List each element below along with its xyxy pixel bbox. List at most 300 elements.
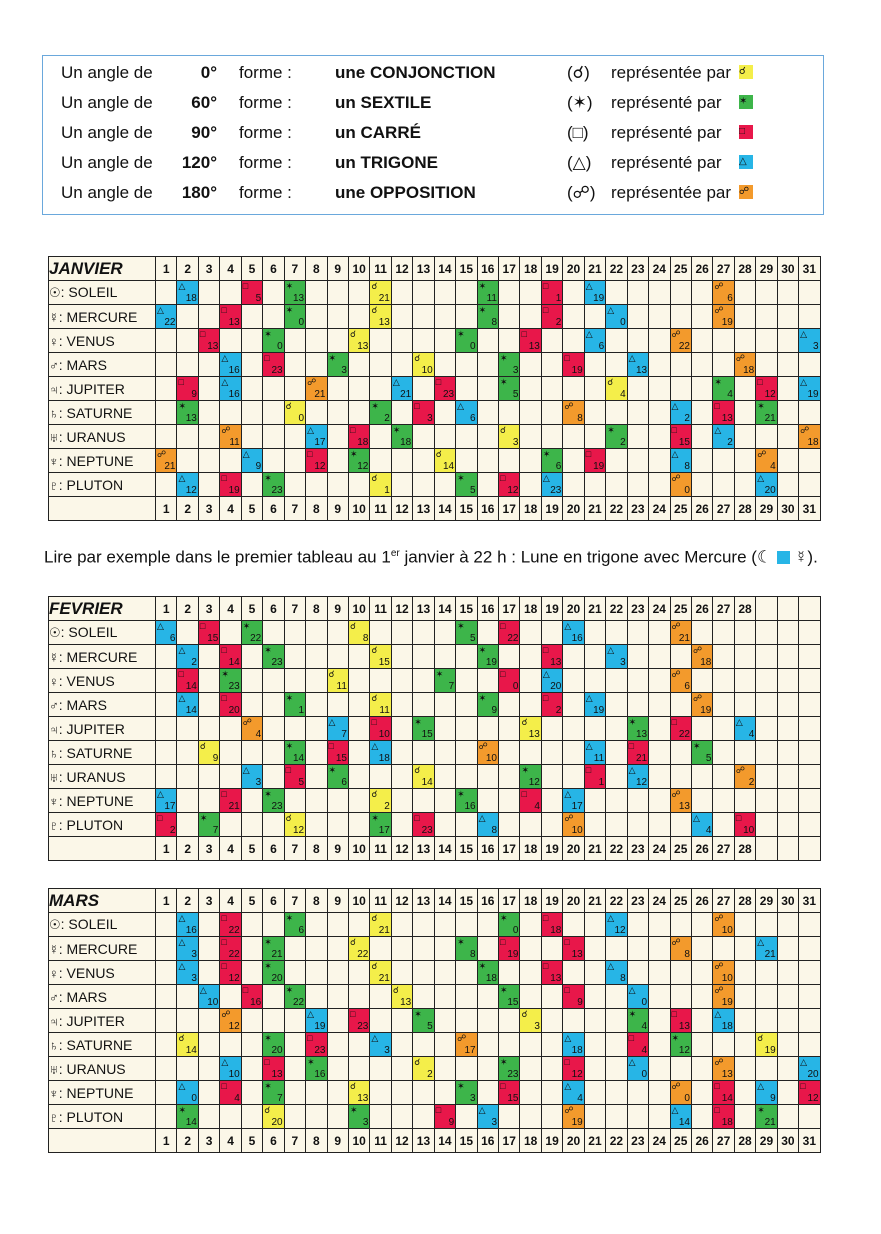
aspect-marker-sext	[263, 473, 283, 496]
day-cell	[649, 669, 670, 693]
day-cell	[198, 353, 219, 377]
aspect-glyph-icon: ☍	[671, 473, 681, 483]
aspect-hour: 14	[185, 681, 197, 692]
day-cell	[263, 329, 284, 353]
day-cell	[799, 621, 820, 645]
day-number: 7	[284, 1129, 305, 1153]
day-cell	[370, 937, 391, 961]
day-cell	[348, 1105, 369, 1129]
day-cell	[713, 449, 734, 473]
day-cell	[713, 305, 734, 329]
day-cell	[713, 669, 734, 693]
day-cell	[670, 937, 691, 961]
day-cell	[348, 669, 369, 693]
aspect-marker-conj	[520, 1009, 540, 1032]
day-cell	[263, 741, 284, 765]
day-cell	[434, 473, 455, 497]
aspect-marker-opp	[306, 377, 326, 400]
aspect-glyph-icon: □	[735, 813, 742, 823]
legend-represented: représentée par	[611, 183, 732, 202]
aspect-hour: 5	[512, 389, 519, 400]
day-cell	[799, 741, 820, 765]
day-number: 2	[177, 837, 198, 861]
aspect-marker-sext	[756, 1105, 776, 1128]
day-cell	[413, 913, 434, 937]
day-number: 14	[434, 1129, 455, 1153]
day-cell	[734, 985, 755, 1009]
aspect-hour: 4	[255, 729, 262, 740]
planet-row	[49, 473, 821, 497]
day-cell	[734, 813, 755, 837]
day-cell	[434, 1081, 455, 1105]
day-cell	[391, 401, 412, 425]
day-cell	[670, 449, 691, 473]
day-number: 10	[348, 889, 369, 913]
legend-symbol: (☍)	[567, 183, 596, 202]
aspect-hour: 22	[228, 949, 240, 960]
planet-label	[49, 1057, 156, 1081]
aspect-marker-opp	[735, 353, 755, 376]
day-cell	[198, 401, 219, 425]
day-cell	[177, 1033, 198, 1057]
aspect-hour: 22	[507, 633, 519, 644]
day-cell	[649, 425, 670, 449]
day-cell	[434, 669, 455, 693]
day-number: 12	[391, 837, 412, 861]
day-cell	[306, 789, 327, 813]
day-cell	[456, 669, 477, 693]
aspect-hour: 16	[464, 801, 476, 812]
day-cell	[327, 693, 348, 717]
aspect-marker-sext	[349, 1105, 369, 1128]
aspect-glyph-icon: △	[221, 1057, 229, 1067]
day-cell	[391, 1033, 412, 1057]
day-cell	[263, 789, 284, 813]
day-cell	[584, 1081, 605, 1105]
day-cell	[584, 789, 605, 813]
day-cell	[220, 473, 241, 497]
day-number	[799, 597, 820, 621]
aspect-marker-conj	[349, 621, 369, 644]
aspect-marker-trig	[177, 937, 197, 960]
day-cell	[734, 305, 755, 329]
aspect-hour: 4	[620, 389, 626, 400]
aspect-marker-opp	[671, 789, 691, 812]
day-number: 17	[499, 257, 520, 281]
aspect-hour: 14	[421, 777, 433, 788]
day-cell	[499, 1033, 520, 1057]
aspect-marker-trig	[563, 1081, 583, 1104]
day-cell	[434, 425, 455, 449]
note-sup: er	[390, 548, 400, 559]
day-cell	[670, 621, 691, 645]
aspect-glyph-icon: ☍	[692, 645, 703, 655]
aspect-hour: 19	[507, 949, 519, 960]
day-cell	[156, 1105, 177, 1129]
day-cell	[284, 353, 305, 377]
aspect-glyph-icon: △	[800, 329, 808, 339]
day-cell	[220, 741, 241, 765]
aspect-marker-sext	[456, 937, 476, 960]
day-number	[777, 837, 798, 861]
day-number: 14	[434, 497, 455, 521]
day-cell	[177, 937, 198, 961]
aspect-hour: 22	[164, 317, 176, 328]
day-cell	[413, 473, 434, 497]
day-cell	[477, 717, 498, 741]
aspect-marker-opp	[713, 281, 733, 304]
aspect-glyph-icon: □	[221, 645, 227, 655]
aspect-hour: 13	[635, 729, 648, 740]
sext-swatch-icon	[739, 95, 753, 109]
aspect-marker-opp	[713, 1057, 733, 1080]
day-number: 26	[691, 1129, 712, 1153]
day-cell	[627, 645, 648, 669]
aspect-hour: 21	[764, 413, 776, 424]
day-cell	[306, 693, 327, 717]
aspect-marker-sext	[285, 985, 305, 1008]
day-number: 29	[756, 257, 777, 281]
day-cell	[627, 1105, 648, 1129]
day-cell	[413, 1033, 434, 1057]
day-cell	[584, 961, 605, 985]
aspect-marker-trig	[392, 377, 412, 400]
aspect-glyph-icon: □	[521, 329, 527, 339]
aspect-glyph-icon: ☍	[457, 1033, 467, 1043]
aspect-marker-conj	[177, 1033, 197, 1056]
day-number: 9	[327, 889, 348, 913]
aspect-hour: 18	[743, 365, 755, 376]
planet-name: : URANUS	[58, 1060, 126, 1077]
day-cell	[563, 377, 584, 401]
day-cell	[563, 813, 584, 837]
day-cell	[306, 1105, 327, 1129]
day-number: 31	[799, 1129, 820, 1153]
day-number: 26	[691, 257, 712, 281]
aspect-marker-conj	[349, 329, 369, 352]
day-cell	[284, 401, 305, 425]
aspect-marker-opp	[220, 425, 240, 448]
day-cell	[413, 717, 434, 741]
day-number: 20	[563, 257, 584, 281]
day-number: 19	[541, 597, 562, 621]
planet-label	[49, 1009, 156, 1033]
day-cell	[177, 305, 198, 329]
aspect-marker-sext	[435, 669, 455, 692]
day-cell	[198, 693, 219, 717]
aspect-marker-carre	[156, 813, 176, 836]
aspect-glyph-icon: △	[178, 913, 186, 923]
aspect-marker-opp	[756, 449, 776, 472]
day-cell	[434, 449, 455, 473]
day-number: 5	[241, 1129, 262, 1153]
day-cell	[563, 305, 584, 329]
day-number: 3	[198, 597, 219, 621]
day-number: 9	[327, 1129, 348, 1153]
day-cell	[670, 717, 691, 741]
day-cell	[541, 741, 562, 765]
day-cell	[306, 281, 327, 305]
day-cell	[434, 1009, 455, 1033]
day-cell	[649, 985, 670, 1009]
day-cell	[413, 765, 434, 789]
aspect-hour: 17	[164, 801, 176, 812]
aspect-glyph-icon: ✶	[285, 305, 294, 315]
aspect-marker-carre	[220, 913, 240, 936]
day-cell	[177, 329, 198, 353]
day-cell	[241, 693, 262, 717]
planet-glyph-icon: ♇	[49, 1109, 59, 1125]
aspect-marker-carre	[499, 1081, 519, 1104]
day-cell	[220, 377, 241, 401]
aspect-glyph-icon: □	[628, 1033, 635, 1043]
aspect-glyph-icon: ✶	[500, 377, 508, 387]
planet-name: : JUPITER	[58, 380, 125, 397]
aspect-marker-sext	[263, 789, 283, 812]
aspect-hour: 3	[620, 657, 626, 668]
day-cell	[391, 813, 412, 837]
day-cell	[691, 741, 712, 765]
aspect-glyph-icon: □	[371, 717, 377, 727]
planet-glyph-icon: ♆	[49, 793, 59, 809]
day-number: 17	[499, 1129, 520, 1153]
aspect-marker-opp	[735, 765, 755, 788]
aspect-marker-carre	[220, 693, 240, 716]
day-cell	[563, 741, 584, 765]
legend-prefix: Un angle de	[61, 93, 153, 112]
day-cell	[306, 1081, 327, 1105]
aspect-glyph-icon: ☍	[307, 377, 317, 387]
day-cell	[220, 1057, 241, 1081]
day-cell	[348, 425, 369, 449]
day-cell	[606, 1105, 627, 1129]
day-cell	[306, 913, 327, 937]
aspect-glyph-icon: □	[628, 741, 635, 751]
aspect-glyph-icon: □	[800, 1081, 806, 1091]
day-number: 15	[456, 257, 477, 281]
day-cell	[456, 473, 477, 497]
day-number: 21	[584, 837, 605, 861]
aspect-hour: 15	[207, 633, 219, 644]
planet-glyph-icon: ♄	[49, 1037, 59, 1053]
legend-row-trig	[43, 151, 823, 175]
day-number: 1	[156, 257, 177, 281]
day-number: 8	[306, 497, 327, 521]
aspect-hour: 12	[571, 1069, 583, 1080]
aspect-hour: 22	[357, 949, 369, 960]
aspect-glyph-icon: ☍	[564, 401, 574, 411]
day-cell	[670, 425, 691, 449]
day-cell	[627, 717, 648, 741]
aspect-glyph-icon: □	[199, 329, 206, 339]
aspect-marker-sext	[413, 717, 433, 740]
aspect-glyph-icon: ✶	[371, 813, 379, 823]
day-cell	[434, 741, 455, 765]
day-cell	[499, 813, 520, 837]
day-number: 2	[177, 1129, 198, 1153]
aspect-glyph-icon: □	[264, 1057, 270, 1067]
planet-name: : JUPITER	[58, 720, 125, 737]
planet-glyph-icon: ♄	[49, 405, 59, 421]
aspect-marker-conj	[328, 669, 348, 692]
aspect-marker-opp	[156, 449, 176, 472]
aspect-hour: 4	[577, 1093, 583, 1104]
day-number: 28	[734, 497, 755, 521]
day-number: 29	[756, 497, 777, 521]
day-number: 31	[799, 889, 820, 913]
aspect-hour: 13	[550, 657, 562, 668]
day-cell	[263, 645, 284, 669]
aspect-marker-opp	[671, 621, 691, 644]
day-cell	[777, 1105, 798, 1129]
aspect-marker-opp	[799, 425, 819, 448]
day-cell	[499, 1081, 520, 1105]
aspect-hour: 16	[185, 925, 197, 936]
day-cell	[348, 1033, 369, 1057]
legend-row-sext	[43, 91, 823, 115]
day-cell	[734, 329, 755, 353]
aspect-hour: 3	[534, 1021, 540, 1032]
day-cell	[456, 449, 477, 473]
aspect-glyph-icon: □	[328, 741, 334, 751]
day-cell	[691, 1009, 712, 1033]
day-cell	[670, 1105, 691, 1129]
aspect-hour: 18	[357, 437, 369, 448]
aspect-glyph-icon: □	[542, 693, 549, 703]
aspect-marker-carre	[220, 961, 240, 984]
day-cell	[156, 377, 177, 401]
planet-name: : NEPTUNE	[58, 452, 134, 469]
day-cell	[456, 1057, 477, 1081]
planet-glyph-icon: ☉	[49, 285, 61, 300]
day-number: 8	[306, 1129, 327, 1153]
day-cell	[306, 449, 327, 473]
planet-row	[49, 789, 821, 813]
day-number: 18	[520, 837, 541, 861]
day-cell	[713, 1033, 734, 1057]
day-cell	[456, 813, 477, 837]
conj-swatch-icon	[739, 65, 753, 79]
day-cell	[799, 353, 820, 377]
planet-label	[49, 473, 156, 497]
day-cell	[734, 1081, 755, 1105]
aspect-marker-opp	[478, 741, 498, 764]
day-cell	[584, 813, 605, 837]
day-cell	[777, 961, 798, 985]
day-cell	[563, 717, 584, 741]
legend-prefix: Un angle de	[61, 123, 153, 142]
day-cell	[306, 717, 327, 741]
aspect-marker-carre	[220, 473, 240, 496]
day-cell	[177, 1009, 198, 1033]
day-cell	[520, 621, 541, 645]
day-cell	[777, 693, 798, 717]
day-cell	[499, 449, 520, 473]
aspect-marker-opp	[456, 1033, 476, 1056]
aspect-hour: 22	[678, 341, 690, 352]
day-cell	[584, 281, 605, 305]
day-cell	[563, 621, 584, 645]
day-cell	[456, 913, 477, 937]
aspect-hour: 8	[491, 317, 497, 328]
planet-glyph-icon: ♄	[49, 745, 59, 761]
day-cell	[327, 789, 348, 813]
day-cell	[370, 621, 391, 645]
day-cell	[284, 377, 305, 401]
aspect-hour: 18	[807, 437, 819, 448]
aspect-marker-carre	[306, 1033, 326, 1056]
day-cell	[756, 765, 777, 789]
day-cell	[220, 329, 241, 353]
aspect-marker-conj	[413, 765, 433, 788]
day-cell	[370, 329, 391, 353]
day-number: 29	[756, 889, 777, 913]
day-cell	[541, 329, 562, 353]
day-number: 30	[777, 889, 798, 913]
day-cell	[284, 765, 305, 789]
day-cell	[327, 281, 348, 305]
day-cell	[456, 353, 477, 377]
day-cell	[327, 645, 348, 669]
day-number: 23	[627, 889, 648, 913]
day-cell	[777, 937, 798, 961]
day-cell	[306, 353, 327, 377]
aspect-marker-carre	[328, 741, 348, 764]
aspect-glyph-icon: □	[221, 937, 227, 947]
aspect-glyph-icon: △	[800, 1057, 808, 1067]
aspect-hour: 5	[255, 293, 262, 304]
aspect-glyph-icon: □	[714, 1081, 720, 1091]
day-cell	[156, 717, 177, 741]
day-cell	[584, 913, 605, 937]
day-cell	[284, 1081, 305, 1105]
aspect-marker-trig	[735, 717, 755, 740]
day-cell	[756, 1081, 777, 1105]
day-cell	[198, 645, 219, 669]
day-number: 4	[220, 1129, 241, 1153]
planet-row	[49, 329, 821, 353]
aspect-hour: 23	[357, 1021, 369, 1032]
day-cell	[413, 937, 434, 961]
day-number: 16	[477, 889, 498, 913]
day-cell	[370, 789, 391, 813]
day-cell	[177, 765, 198, 789]
aspect-glyph-icon: ✶	[607, 425, 615, 435]
swatch-glyph: ✶	[739, 96, 748, 107]
day-cell	[284, 449, 305, 473]
day-cell	[284, 913, 305, 937]
planet-glyph-icon: ♀	[49, 965, 59, 981]
day-number: 22	[606, 837, 627, 861]
aspect-hour: 21	[378, 973, 390, 984]
aspect-glyph-icon: ☍	[692, 693, 703, 703]
day-cell	[434, 913, 455, 937]
day-cell	[691, 449, 712, 473]
aspect-glyph-icon: ✶	[285, 741, 294, 751]
day-cell	[606, 1009, 627, 1033]
day-cell	[241, 329, 262, 353]
planet-row	[49, 621, 821, 645]
day-cell	[327, 961, 348, 985]
planet-name: : SATURNE	[58, 1036, 133, 1053]
day-cell	[348, 329, 369, 353]
aspect-marker-sext	[478, 961, 498, 984]
day-cell	[777, 473, 798, 497]
day-cell	[563, 449, 584, 473]
aspect-glyph-icon: ✶	[692, 741, 701, 751]
aspect-marker-carre	[671, 425, 691, 448]
day-cell	[434, 1105, 455, 1129]
